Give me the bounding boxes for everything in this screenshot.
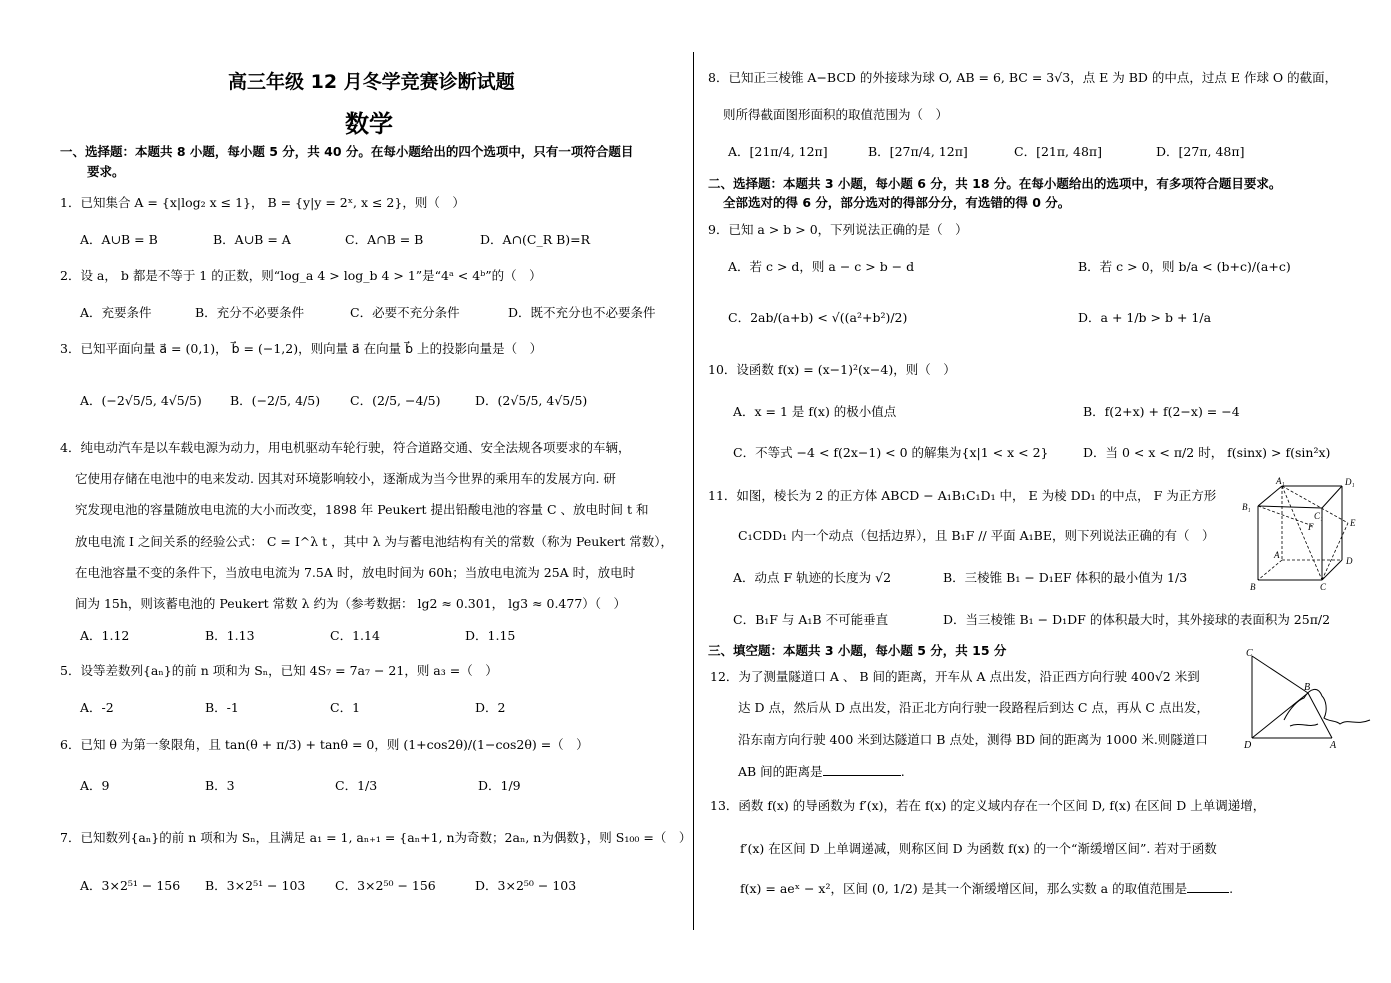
q1-option-a: A．A∪B = B [80,232,158,247]
label-c: C [1320,582,1327,592]
q5-option-b: B．-1 [205,700,239,715]
q12-line-4: AB 间的距离是 . [738,764,905,779]
q11-line-2: C₁CDD₁ 内一个动点（包括边界），且 B₁F // 平面 A₁BE，则下列说法正确的有（ ） [738,528,1215,543]
q9-option-b: B．若 c > 0，则 b/a < (b+c)/(a+c) [1078,259,1291,274]
q3-stem: 3．已知平面向量 a⃗ = (0,1)， b⃗ = (−1,2)，则向量 a⃗ 在向量 b⃗ 上的投影向量是（ ） [60,341,543,356]
q12-line-1: 12．为了测量隧道口 A 、 B 间的距离，开车从 A 点出发，沿正西方向行驶 400√2 米到 [710,669,1200,684]
section-1-heading-cont: 要求。 [87,164,125,179]
q2-option-b: B．充分不必要条件 [195,305,305,320]
label-c1: C₁ [1314,511,1324,521]
q10-option-c: C．不等式 −4 < f(2x−1) < 0 的解集为{x|1 < x < 2} [733,445,1049,460]
q4-line-4: 放电电流 I 之间关系的经验公式： C = I^λ t ，其中 λ 为与蓄电池结构有关的常数（称为 Peukert 常数）， [75,534,673,549]
q4-option-a: A．1.12 [80,628,130,643]
q12-line-3: 沿东南方向行驶 400 米到达隧道口 B 点处，测得 BD 间的距离为 1000 米.则隧道口 [738,732,1208,747]
label-c-tunnel: C [1246,648,1253,659]
q3-option-d: D．(2√5/5, 4√5/5) [475,393,588,408]
tunnel-figure [1240,648,1374,750]
q8-line-1: 8．已知正三棱锥 A−BCD 的外接球为球 O, AB = 6, BC = 3√3，点 E 为 BD 的中点，过点 E 作球 O 的截面， [708,70,1338,85]
q5-option-d: D．2 [475,700,506,715]
q13-line-2: f′(x) 在区间 D 上单调递减，则称区间 D 为函数 f(x) 的一个“渐缓增区间”. 若对于函数 [740,841,1217,856]
q4-line-6: 间为 15h，则该蓄电池的 Peukert 常数 λ 约为（参考数据： lg2 ≈ 0.301， lg3 ≈ 0.477）（ ） [75,596,627,611]
q13-line-3: f(x) = aeˣ − x²，区间 (0, 1/2) 是其一个渐缓增区间，那么实数 a 的取值范围是 . [740,881,1234,896]
q7-option-b: B．3×2⁵¹ − 103 [205,878,306,893]
label-e: E [1350,518,1356,528]
label-f: F [1308,522,1314,532]
q8-option-b: B．[27π/4, 12π] [868,144,968,159]
q9-option-a: A．若 c > d，则 a − c > b − d [728,259,915,274]
q2-stem: 2．设 a， b 都是不等于 1 的正数，则“log_a 4 > log_b 4 > 1”是“4ᵃ < 4ᵇ”的（ ） [60,268,542,283]
q5-stem: 5．设等差数列{aₙ}的前 n 项和为 Sₙ，已知 4S₇ = 7a₇ − 21，则 a₃ =（ ） [60,663,498,678]
q9-option-c: C．2ab/(a+b) < √((a²+b²)/2) [728,310,908,325]
q4-line-5: 在电池容量不变的条件下，当放电电流为 7.5A 时，放电时间为 60h；当放电电流为 25A 时，放电时 [75,565,636,580]
q7-option-d: D．3×2⁵⁰ − 103 [475,878,577,893]
q7-stem: 7．已知数列{aₙ}的前 n 项和为 Sₙ，且满足 a₁ = 1, aₙ₊₁ = {aₙ+1, n为奇数；2aₙ, n为偶数}，则 S₁₀₀ =（ ） [60,830,692,845]
subject-title: 数学 [345,110,393,138]
q1-option-c: C．A∩B = B [345,232,424,247]
section-2-heading: 二、选择题：本题共 3 小题，每小题 6 分，共 18 分。在每小题给出的选项中，有多项符合题目要求。 [708,176,1282,191]
q4-line-2: 它使用存储在电池中的电来发动. 因其对环境影响较小，逐渐成为当今世界的乘用车的发展方向. 研 [75,471,616,486]
q5-option-a: A．-2 [80,700,114,715]
q6-option-b: B．3 [205,778,235,793]
q1-option-d: D．A∩(C_R B)=R [480,232,591,247]
q5-option-c: C．1 [330,700,361,715]
q4-line-1: 4．纯电动汽车是以车载电源为动力，用电机驱动车轮行驶，符合道路交通、安全法规各项要求的车辆， [60,440,631,455]
label-d-tunnel: D [1244,740,1252,750]
section-3-heading: 三、填空题：本题共 3 小题，每小题 5 分，共 15 分 [708,643,1007,658]
q11-option-c: C．B₁F 与 A₁B 不可能垂直 [733,612,889,627]
label-a: A [1274,550,1280,560]
q3-option-a: A．(−2√5/5, 4√5/5) [80,393,202,408]
column-divider [693,52,694,930]
q10-option-a: A．x = 1 是 f(x) 的极小值点 [733,404,897,419]
q1-option-b: B．A∪B = A [213,232,291,247]
q7-option-c: C．3×2⁵⁰ − 156 [335,878,436,893]
q11-option-b: B．三棱锥 B₁ − D₁EF 体积的最小值为 1/3 [943,570,1188,585]
q1-stem: 1．已知集合 A = {x|log₂ x ≤ 1}， B = {y|y = 2ˣ, x ≤ 2}，则（ ） [60,195,465,210]
q2-option-a: A．充要条件 [80,305,152,320]
label-b1: B₁ [1242,502,1251,512]
q7-option-a: A．3×2⁵¹ − 156 [80,878,181,893]
q8-option-d: D．[27π, 48π] [1156,144,1245,159]
q3-option-b: B．(−2/5, 4/5) [230,393,321,408]
q4-line-3: 究发现电池的容量随放电电流的大小而改变，1898 年 Peukert 提出铅酸电池的容量 C 、放电时间 t 和 [75,502,649,517]
q9-option-d: D．a + 1/b > b + 1/a [1078,310,1212,325]
q8-option-a: A．[21π/4, 12π] [728,144,828,159]
q3-option-c: C．(2/5, −4/5) [350,393,441,408]
q6-option-d: D．1/9 [478,778,521,793]
q8-line-2: 则所得截面图形面积的取值范围为（ ） [723,107,949,122]
q12-answer-blank[interactable] [823,763,901,776]
label-b-tunnel: B [1304,682,1311,693]
q13-answer-blank[interactable] [1187,880,1229,893]
label-d1: D₁ [1345,477,1355,487]
section-1-heading: 一、选择题：本题共 8 小题，每小题 5 分，共 40 分。在每小题给出的四个选项中，只有一项符合题目 [60,144,634,159]
label-a1: A₁ [1276,476,1285,486]
q11-line-1: 11．如图，棱长为 2 的正方体 ABCD − A₁B₁C₁D₁ 中， E 为棱 DD₁ 的中点， F 为正方形 [708,488,1217,503]
label-d: D [1346,556,1353,566]
q4-option-c: C．1.14 [330,628,380,643]
q2-option-d: D．既不充分也不必要条件 [508,305,656,320]
q4-option-b: B．1.13 [205,628,255,643]
q13-line-1: 13．函数 f(x) 的导函数为 f′(x)，若在 f(x) 的定义域内存在一个区间 D, f(x) 在区间 D 上单调递增， [710,798,1266,813]
label-a-tunnel: A [1330,740,1337,750]
q6-stem: 6．已知 θ 为第一象限角，且 tan(θ + π/3) + tanθ = 0，则 (1+cos2θ)/(1−cos2θ) =（ ） [60,737,589,752]
q4-option-d: D．1.15 [465,628,516,643]
q6-option-c: C．1/3 [335,778,378,793]
section-2-heading-cont: 全部选对的得 6 分，部分选对的得部分分，有选错的得 0 分。 [723,195,1071,210]
label-b: B [1250,582,1256,592]
page-title: 高三年级 12 月冬学竞赛诊断试题 [228,71,515,93]
q10-option-b: B．f(2+x) + f(2−x) = −4 [1083,404,1240,419]
q10-option-d: D．当 0 < x < π/2 时， f(sinx) > f(sin²x) [1083,445,1331,460]
q11-option-a: A．动点 F 轨迹的长度为 √2 [733,570,892,585]
q11-option-d: D．当三棱锥 B₁ − D₁DF 的体积最大时，其外接球的表面积为 25π/2 [943,612,1331,627]
q10-stem: 10．设函数 f(x) = (x−1)²(x−4)，则（ ） [708,362,956,377]
cube-figure [1238,476,1362,594]
q2-option-c: C．必要不充分条件 [350,305,460,320]
q8-option-c: C．[21π, 48π] [1014,144,1103,159]
q12-line-2: 达 D 点，然后从 D 点出发，沿正北方向行驶一段路程后到达 C 点，再从 C 点出发， [738,700,1209,715]
q6-option-a: A．9 [80,778,110,793]
q9-stem: 9．已知 a > b > 0，下列说法正确的是（ ） [708,222,968,237]
